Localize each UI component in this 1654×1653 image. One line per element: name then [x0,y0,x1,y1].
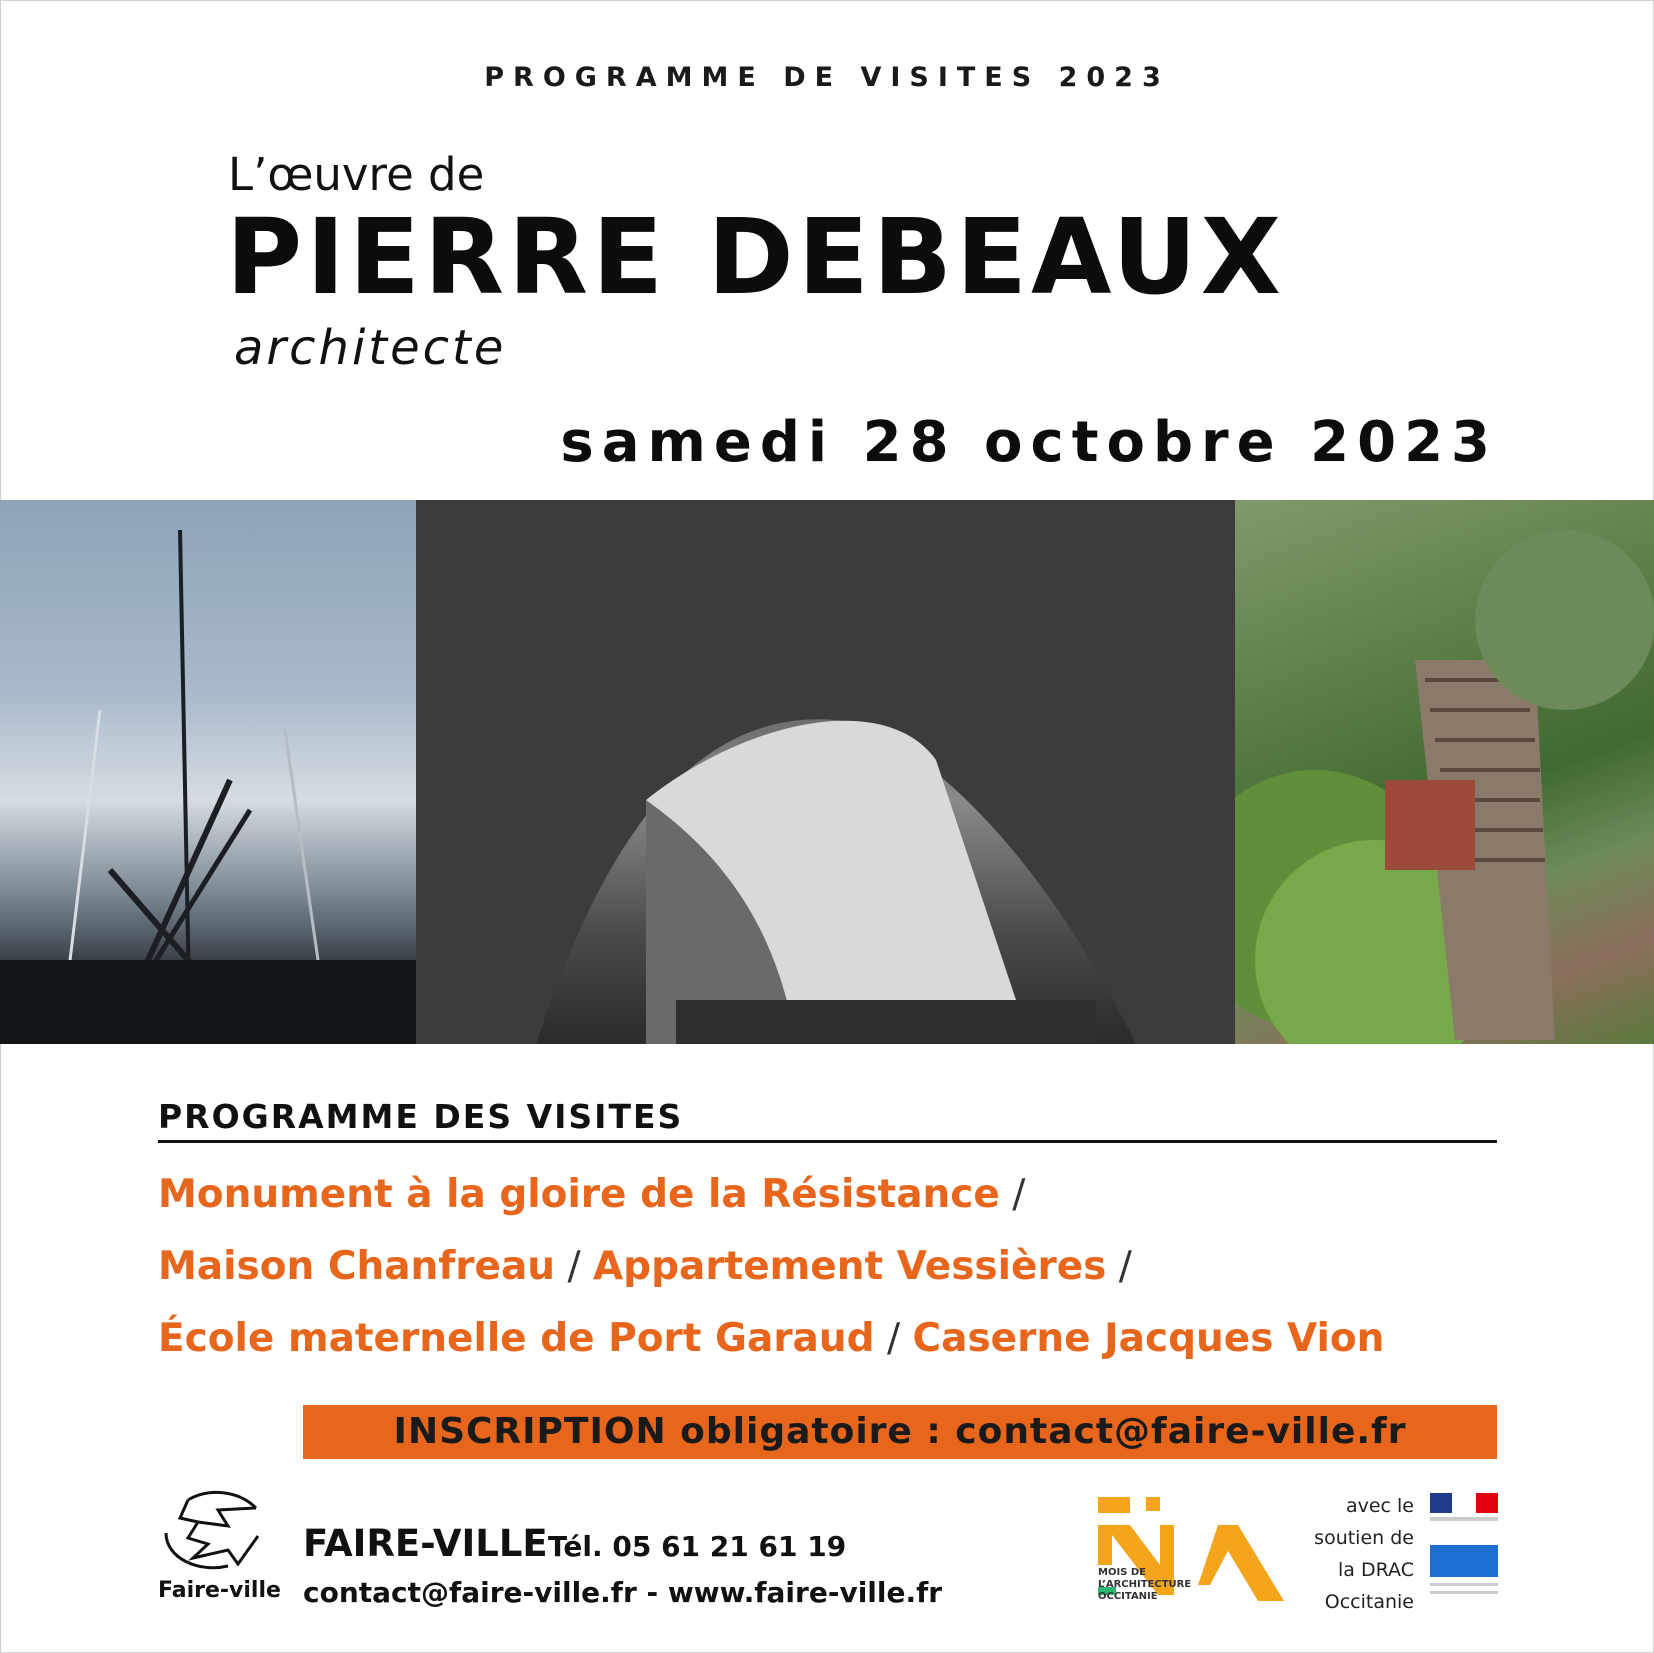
registration-banner[interactable] [303,1405,1497,1459]
photo-concrete-arch [416,500,1235,1044]
org-phone[interactable]: Tél. 05 61 21 61 19 [548,1530,847,1563]
program-heading: PROGRAMME DES VISITES [158,1097,684,1136]
program-divider [158,1140,1497,1143]
stairs-illustration [1235,500,1654,1044]
arch-illustration [416,500,1235,1044]
architect-name: PIERRE DEBEAUX [226,196,1285,318]
support-line: la DRAC [1338,1559,1414,1581]
visit-ecole-maternelle: École maternelle de Port Garaud [158,1316,875,1361]
support-line: avec le [1345,1495,1414,1517]
logo-caption: Faire-ville [158,1578,281,1603]
visit-line-3 [158,1316,1384,1361]
support-line: soutien de [1314,1527,1414,1549]
event-date: samedi 28 octobre 2023 [560,410,1498,475]
visit-line-1 [158,1172,1025,1217]
visit-appartement-vessieres: Appartement Vessières [592,1244,1107,1289]
mois-architecture-text: MOIS DE L’ARCHITECTURE OCCITANIE [1098,1567,1192,1602]
separator: / [999,1172,1026,1217]
photo-garden-stairs [1235,500,1654,1044]
architect-role: architecte [234,320,507,376]
support-line: Occitanie [1324,1591,1414,1613]
pre-title: L’œuvre de [228,148,485,201]
separator: / [1106,1244,1132,1289]
separator: / [555,1244,593,1289]
visit-line-2 [158,1244,1132,1289]
org-contact[interactable]: contact@faire-ville.fr - www.faire-ville.fr [303,1576,943,1609]
visit-monument: Monument à la gloire de la Résistance [158,1172,1000,1217]
monument-illustration [0,500,416,1044]
program-kicker: PROGRAMME DE VISITES 2023 [484,62,1170,93]
visit-caserne: Caserne Jacques Vion [912,1316,1385,1361]
drac-logo-icon [1430,1493,1498,1605]
photo-monument [0,500,416,1044]
faire-ville-logo-icon [158,1488,268,1573]
separator: / [874,1316,913,1361]
visit-maison-chanfreau: Maison Chanfreau [158,1244,556,1289]
registration-text: INSCRIPTION obligatoire : contact@faire-ville.fr [393,1411,1407,1452]
org-name: FAIRE-VILLE [303,1522,548,1565]
support-text [1310,1490,1414,1618]
